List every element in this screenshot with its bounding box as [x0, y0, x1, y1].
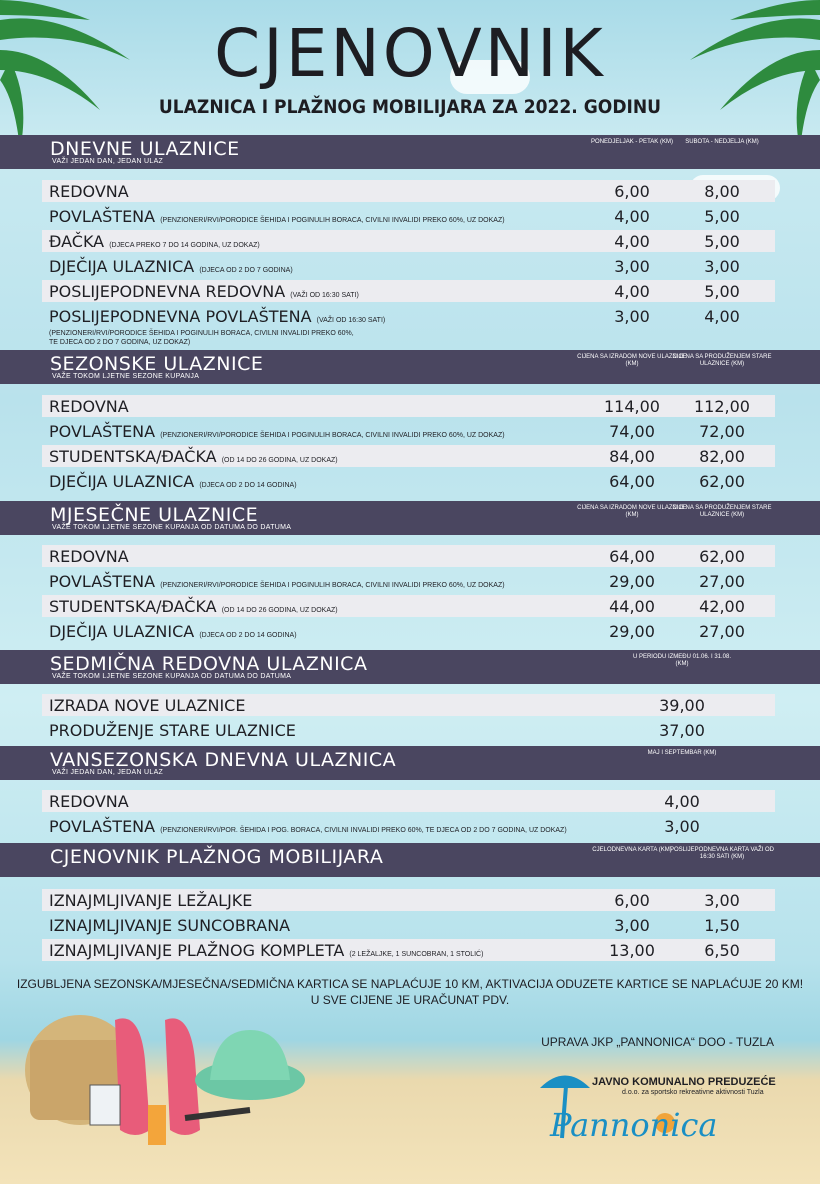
row-label — [49, 597, 338, 616]
price-row — [42, 445, 775, 467]
price-row — [42, 914, 775, 936]
row-label-text: POVLAŠTENA — [49, 207, 156, 226]
row-label-text: IZRADA NOVE ULAZNICE — [49, 696, 246, 715]
price-value: 64,00 — [609, 472, 655, 491]
price-value: 6,00 — [614, 891, 650, 910]
price-row — [42, 280, 775, 302]
price-value: 3,00 — [664, 817, 700, 836]
row-label-text: DJEČIJA ULAZNICA — [49, 257, 195, 276]
price-value: 42,00 — [699, 597, 745, 616]
row-note: (PENZIONERI/RVI/PORODICE ŠEHIDA I POGINULIH BORACA, CIVILNI INVALIDI PREKO 60%, UZ DOKAZ) — [160, 582, 505, 589]
section-title: VANSEZONSKA DNEVNA ULAZNICA — [50, 749, 397, 771]
price-row — [42, 230, 775, 252]
row-label-text: POSLIJEPODNEVNA POVLAŠTENA — [49, 307, 312, 326]
price-value: 6,50 — [704, 941, 740, 960]
section-subtitle: VAŽI JEDAN DAN, JEDAN ULAZ — [52, 769, 164, 776]
price-value: 39,00 — [659, 696, 705, 715]
price-value: 62,00 — [699, 472, 745, 491]
price-row — [42, 570, 775, 592]
row-label — [49, 182, 129, 201]
row-label — [49, 916, 290, 935]
price-value: 64,00 — [609, 547, 655, 566]
pannonica-logo — [540, 1068, 780, 1148]
column-header: CJELODNEVNA KARTA (KM) — [592, 847, 672, 853]
price-row — [42, 180, 775, 202]
row-note: (VAŽI OD 16:30 SATI) — [290, 292, 359, 299]
row-note: (PENZIONERI/RVI/PORODICE ŠEHIDA I POGINULIH BORACA, CIVILNI INVALIDI PREKO 60%, UZ DOKAZ) — [160, 217, 505, 224]
price-value: 3,00 — [614, 257, 650, 276]
row-note-line: (PENZIONERI/RVI/PORODICE ŠEHIDA I POGINULIH BORACA, CIVILNI INVALIDI PREKO 60%, — [49, 330, 354, 337]
price-row — [42, 595, 775, 617]
row-label — [49, 891, 252, 910]
price-value: 1,50 — [704, 916, 740, 935]
price-value: 8,00 — [704, 182, 740, 201]
price-row — [42, 889, 775, 911]
column-header: CIJENA SA PRODUŽENJEM STARE ULAZNICE (KM) — [672, 354, 772, 367]
row-note: (PENZIONERI/RVI/POR. ŠEHIDA I POG. BORACA, CIVILNI INVALIDI PREKO 60%, TE DJECA OD 2 DO 7 GODINA, UZ DOKAZ) — [160, 827, 567, 834]
row-note: (OD 14 DO 26 GODINA, UZ DOKAZ) — [221, 457, 338, 464]
row-label — [49, 696, 245, 715]
column-header: MAJ I SEPTEMBAR (KM) — [647, 750, 717, 756]
section-header — [0, 350, 820, 384]
row-label — [49, 547, 129, 566]
row-label-text: REDOVNA — [49, 397, 129, 416]
price-value: 44,00 — [609, 597, 655, 616]
price-value: 27,00 — [699, 622, 745, 641]
price-value: 82,00 — [699, 447, 745, 466]
column-header: U PERIODU IZMEĐU 01.06. I 31.08. (KM) — [632, 654, 732, 667]
price-value: 5,00 — [704, 232, 740, 251]
row-label-text: POVLAŠTENA — [49, 817, 156, 836]
section-title: DNEVNE ULAZNICE — [50, 138, 240, 160]
section-subtitle: VAŽI JEDAN DAN, JEDAN ULAZ — [52, 158, 164, 165]
price-value: 13,00 — [609, 941, 655, 960]
price-row — [42, 470, 775, 492]
row-label — [49, 817, 567, 836]
row-label-text: POSLIJEPODNEVNA REDOVNA — [49, 282, 286, 301]
column-header: CIJENA SA PRODUŽENJEM STARE ULAZNICE (KM) — [672, 505, 772, 518]
price-row — [42, 939, 775, 961]
section-header — [0, 843, 820, 877]
row-label-text: IZNAJMLJIVANJE SUNCOBRANA — [49, 916, 291, 935]
row-note: (PENZIONERI/RVI/PORODICE ŠEHIDA I POGINULIH BORACA, CIVILNI INVALIDI PREKO 60%, UZ DOKAZ) — [160, 432, 505, 439]
row-note-line: TE DJECA OD 2 DO 7 GODINA, UZ DOKAZ) — [49, 339, 191, 346]
price-row — [42, 420, 775, 442]
row-label-text: PRODUŽENJE STARE ULAZNICE — [49, 721, 296, 740]
row-label — [49, 622, 297, 641]
section-subtitle: VAŽE TOKOM LJETNE SEZONE KUPANJA OD DATUMA DO DATUMA — [52, 524, 292, 531]
row-label — [49, 422, 505, 441]
price-value: 27,00 — [699, 572, 745, 591]
page-title: CJENOVNIK — [214, 15, 606, 92]
logo-company-desc: d.o.o. za sportsko rekreativne aktivnosti Tuzla — [622, 1089, 764, 1096]
column-header: PONEDJELJAK - PETAK (KM) — [591, 139, 673, 145]
price-row — [42, 620, 775, 642]
row-label — [49, 307, 385, 326]
row-label-text: STUDENTSKA/ĐAČKA — [49, 597, 217, 616]
price-value: 4,00 — [614, 282, 650, 301]
price-row — [42, 255, 775, 277]
price-value: 3,00 — [614, 307, 650, 326]
price-row — [42, 395, 775, 417]
section-subtitle: VAŽE TOKOM LJETNE SEZONE KUPANJA OD DATUMA DO DATUMA — [52, 673, 292, 680]
price-value: 114,00 — [604, 397, 660, 416]
price-row — [42, 205, 775, 227]
section-header — [0, 746, 820, 780]
section-title: SEZONSKE ULAZNICE — [50, 353, 264, 375]
row-label — [49, 232, 260, 251]
row-label-text: REDOVNA — [49, 547, 129, 566]
row-label — [49, 257, 293, 276]
section-header — [0, 135, 820, 169]
price-value: 5,00 — [704, 282, 740, 301]
price-value: 4,00 — [614, 232, 650, 251]
row-label — [49, 572, 505, 591]
price-value: 6,00 — [614, 182, 650, 201]
column-header: SUBOTA - NEDJELJA (KM) — [685, 139, 759, 145]
row-label-text: REDOVNA — [49, 792, 129, 811]
logo-name: Pannonica — [550, 1106, 718, 1144]
section-bar — [0, 350, 820, 384]
price-row — [42, 719, 775, 741]
row-label-text: REDOVNA — [49, 182, 129, 201]
price-row — [42, 545, 775, 567]
row-note: (VAŽI OD 16:30 SATI) — [316, 317, 386, 324]
row-label — [49, 207, 505, 226]
price-value: 84,00 — [609, 447, 655, 466]
beach-illustration — [0, 1000, 340, 1184]
row-label — [49, 397, 129, 416]
price-row — [42, 815, 775, 837]
row-label — [49, 447, 338, 466]
section-bar — [0, 746, 820, 780]
row-label-text: DJEČIJA ULAZNICA — [49, 472, 195, 491]
row-label-text: POVLAŠTENA — [49, 572, 156, 591]
row-note: (DJECA OD 2 DO 14 GODINA) — [199, 632, 297, 639]
row-label-text: POVLAŠTENA — [49, 422, 156, 441]
section-bar — [0, 843, 820, 877]
price-value: 4,00 — [664, 792, 700, 811]
section-title: SEDMIČNA REDOVNA ULAZNICA — [50, 653, 368, 675]
row-note: (DJECA OD 2 DO 7 GODINA) — [199, 267, 293, 274]
row-label-text: DJEČIJA ULAZNICA — [49, 622, 195, 641]
section-bar — [0, 135, 820, 169]
row-label-text: STUDENTSKA/ĐAČKA — [49, 447, 217, 466]
row-label-text: IZNAJMLJIVANJE PLAŽNOG KOMPLETA — [49, 941, 345, 960]
management-label: UPRAVA JKP „PANNONICA“ DOO - TUZLA — [541, 1035, 774, 1049]
row-label — [49, 792, 129, 811]
column-header: POSLIJEPODNEVNA KARTA VAŽI OD 16:30 SATI (KM) — [669, 847, 775, 860]
price-row — [42, 790, 775, 812]
price-value: 62,00 — [699, 547, 745, 566]
logo-company-type: JAVNO KOMUNALNO PREDUZEĆE — [592, 1076, 776, 1088]
price-value: 4,00 — [614, 207, 650, 226]
price-value: 4,00 — [704, 307, 740, 326]
row-label — [49, 472, 297, 491]
column-header: CIJENA SA IZRADOM NOVE ULAZNICE (KM) — [577, 505, 687, 518]
price-value: 37,00 — [659, 721, 705, 740]
section-subtitle: VAŽE TOKOM LJETNE SEZONE KUPANJA — [52, 373, 200, 380]
footer-line-1: IZGUBLJENA SEZONSKA/MJESEČNA/SEDMIČNA KARTICA SE NAPLAĆUJE 10 KM, AKTIVACIJA ODUZETE KARTICE SE NAPLAĆUJE 20 KM! — [16, 977, 804, 991]
row-label — [49, 721, 296, 740]
row-label-text: IZNAJMLJIVANJE LEŽALJKE — [49, 891, 253, 910]
section-bar — [0, 501, 820, 535]
row-note: (DJECA OD 2 DO 14 GODINA) — [199, 482, 297, 489]
section-header — [0, 501, 820, 535]
price-value: 74,00 — [609, 422, 655, 441]
price-value: 72,00 — [699, 422, 745, 441]
column-header: CIJENA SA IZRADOM NOVE ULAZNICE (KM) — [577, 354, 687, 367]
row-label — [49, 941, 483, 960]
row-note: (DJECA PREKO 7 DO 14 GODINA, UZ DOKAZ) — [109, 242, 260, 249]
price-row — [42, 305, 775, 345]
price-value: 3,00 — [704, 891, 740, 910]
price-value: 5,00 — [704, 207, 740, 226]
row-label — [49, 282, 359, 301]
price-value: 29,00 — [609, 622, 655, 641]
price-value: 112,00 — [694, 397, 750, 416]
row-note-extra — [49, 329, 354, 347]
section-bar — [0, 650, 820, 684]
price-row — [42, 694, 775, 716]
page-subtitle: ULAZNICA I PLAŽNOG MOBILIJARA ZA 2022. GODINU — [158, 96, 662, 118]
section-header — [0, 650, 820, 684]
price-value: 3,00 — [704, 257, 740, 276]
price-value: 29,00 — [609, 572, 655, 591]
row-note: (2 LEŽALJKE, 1 SUNCOBRAN, 1 STOLIĆ) — [349, 951, 484, 958]
section-title: CJENOVNIK PLAŽNOG MOBILIJARA — [50, 846, 384, 868]
row-note: (OD 14 DO 26 GODINA, UZ DOKAZ) — [221, 607, 338, 614]
section-title: MJESEČNE ULAZNICE — [50, 504, 259, 526]
price-value: 3,00 — [614, 916, 650, 935]
row-label-text: ĐAČKA — [49, 232, 105, 251]
footer-line-2: U SVE CIJENE JE URAČUNAT PDV. — [310, 993, 510, 1007]
